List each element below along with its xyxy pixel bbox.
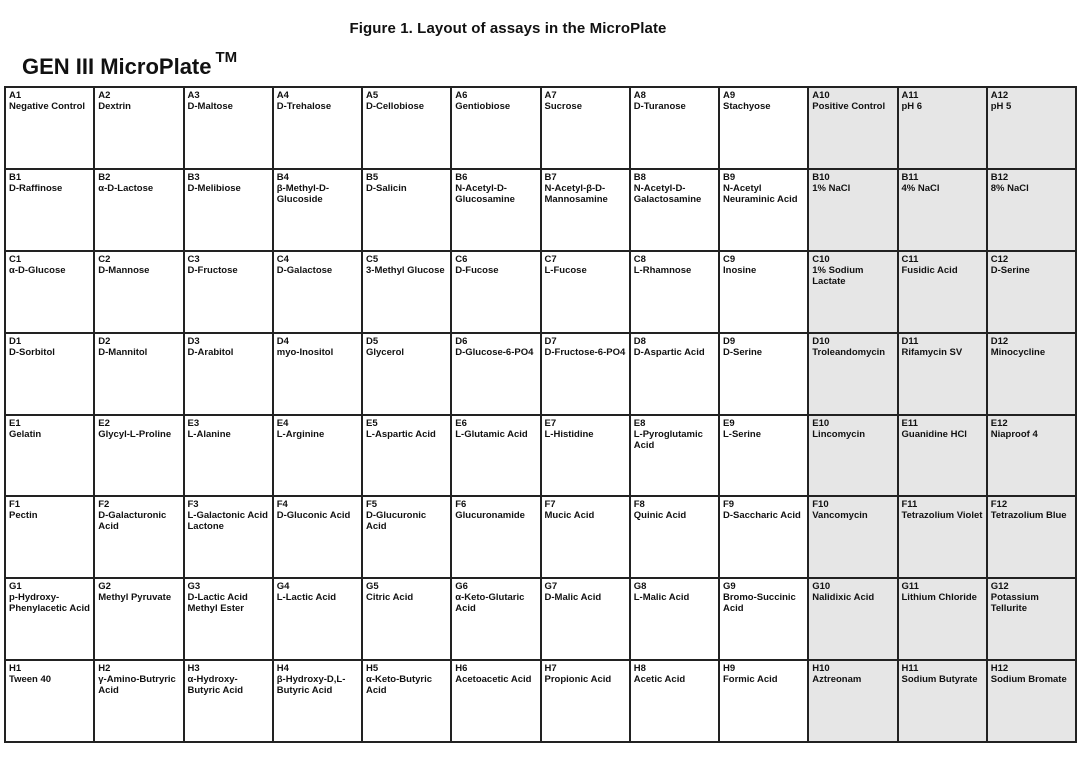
well-g10	[809, 579, 898, 661]
well-id: A11	[901, 90, 919, 101]
well-e10	[809, 416, 898, 498]
well-e6	[452, 416, 541, 498]
well-id: A10	[812, 90, 830, 101]
assay-name: Inosine	[723, 264, 757, 276]
well-id: F8	[633, 499, 645, 511]
assay-name: D-Fructose	[187, 264, 238, 276]
well-id: C3	[187, 253, 200, 265]
assay-name: Rifamycin SV	[901, 346, 963, 358]
assay-name: D-Fucose	[455, 264, 499, 276]
well-c8	[631, 252, 720, 334]
well-f11	[899, 497, 988, 579]
assay-name: Gentiobiose	[455, 101, 511, 112]
well-id: B3	[187, 171, 200, 183]
assay-name: Nalidixic Acid	[812, 592, 875, 604]
well-id: E4	[276, 417, 289, 429]
assay-name: D-Galacturonic Acid	[98, 510, 167, 533]
assay-name: Lithium Chloride	[901, 592, 977, 604]
well-c1	[6, 252, 95, 334]
well-id: B1	[9, 171, 22, 183]
well-id: A2	[98, 90, 111, 101]
well-id: F11	[901, 499, 918, 511]
well-c2	[95, 252, 184, 334]
well-id: C5	[366, 253, 379, 265]
assay-name: D-Mannitol	[98, 346, 148, 358]
assay-name: D-Lactic Acid Methyl Ester	[187, 592, 248, 615]
assay-name: Stachyose	[723, 101, 771, 112]
well-a5	[363, 88, 452, 170]
assay-name: 4% NaCl	[901, 182, 940, 194]
well-id: C9	[723, 253, 736, 265]
assay-name: L-Galactonic Acid Lactone	[187, 510, 268, 533]
well-c7	[542, 252, 631, 334]
well-e2	[95, 416, 184, 498]
assay-name: L-Pyroglutamic Acid	[633, 428, 703, 451]
assay-name: D-Galactose	[276, 264, 333, 276]
well-id: F1	[9, 499, 21, 511]
well-h9	[720, 661, 809, 743]
assay-name: Methyl Pyruvate	[98, 592, 172, 604]
well-b7	[542, 170, 631, 252]
well-h3	[185, 661, 274, 743]
well-id: E3	[187, 417, 200, 429]
well-f12	[988, 497, 1077, 579]
assay-name: Positive Control	[812, 101, 886, 112]
assay-name: Propionic Acid	[544, 674, 612, 686]
well-id: D6	[455, 335, 468, 347]
well-id: F9	[723, 499, 735, 511]
well-c12	[988, 252, 1077, 334]
assay-name: p-Hydroxy-Phenylacetic Acid	[9, 592, 90, 615]
well-f5	[363, 497, 452, 579]
assay-name: α-Hydroxy-Butyric Acid	[187, 674, 244, 697]
well-id: D12	[990, 335, 1009, 347]
assay-name: Vancomycin	[812, 510, 868, 522]
well-c10	[809, 252, 898, 334]
assay-name: pH 5	[990, 101, 1012, 112]
well-b2	[95, 170, 184, 252]
assay-name: L-Serine	[723, 428, 762, 440]
assay-name: L-Lactic Acid	[276, 592, 337, 604]
well-id: H4	[276, 663, 289, 675]
well-d10	[809, 334, 898, 416]
well-g11	[899, 579, 988, 661]
well-id: B4	[276, 171, 289, 183]
well-d7	[542, 334, 631, 416]
well-h2	[95, 661, 184, 743]
assay-name: Citric Acid	[366, 592, 414, 604]
well-id: C12	[990, 253, 1009, 265]
well-h8	[631, 661, 720, 743]
assay-name: α-Keto-Glutaric Acid	[455, 592, 525, 615]
well-id: B8	[633, 171, 646, 183]
well-e1	[6, 416, 95, 498]
assay-name: D-Melibiose	[187, 182, 241, 194]
assay-name: 1% Sodium Lactate	[812, 264, 864, 287]
assay-name: D-Malic Acid	[544, 592, 602, 604]
assay-name: Acetic Acid	[633, 674, 686, 686]
assay-name: α-Keto-Butyric Acid	[366, 674, 433, 697]
well-id: A3	[187, 90, 200, 101]
well-b11	[899, 170, 988, 252]
assay-name: L-Arginine	[276, 428, 325, 440]
well-id: D1	[9, 335, 22, 347]
well-id: B2	[98, 171, 111, 183]
assay-name: L-Histidine	[544, 428, 594, 440]
well-g12	[988, 579, 1077, 661]
assay-name: D-Maltose	[187, 101, 233, 112]
well-c11	[899, 252, 988, 334]
assay-name: D-Trehalose	[276, 101, 332, 112]
well-g9	[720, 579, 809, 661]
well-id: D4	[276, 335, 289, 347]
assay-name: Troleandomycin	[812, 346, 886, 358]
well-id: H8	[633, 663, 646, 675]
well-id: C1	[9, 253, 22, 265]
well-a2	[95, 88, 184, 170]
assay-name: Potassium Tellurite	[990, 592, 1039, 615]
assay-name: L-Aspartic Acid	[366, 428, 436, 440]
assay-name: D-Sorbitol	[9, 346, 55, 358]
well-g4	[274, 579, 363, 661]
assay-name: Tween 40	[9, 674, 52, 686]
well-e5	[363, 416, 452, 498]
assay-name: γ-Amino-Butryric Acid	[98, 674, 176, 697]
assay-name: Sucrose	[544, 101, 582, 112]
well-g5	[363, 579, 452, 661]
well-id: G2	[98, 581, 111, 593]
well-id: E9	[723, 417, 735, 429]
well-d4	[274, 334, 363, 416]
assay-name: D-Turanose	[633, 101, 686, 112]
well-c3	[185, 252, 274, 334]
well-id: H1	[9, 663, 22, 675]
well-h10	[809, 661, 898, 743]
well-id: D3	[187, 335, 200, 347]
assay-name: Lincomycin	[812, 428, 866, 440]
well-id: A6	[455, 90, 468, 101]
well-b4	[274, 170, 363, 252]
well-d8	[631, 334, 720, 416]
assay-name: L-Rhamnose	[633, 264, 692, 276]
assay-name: Glycerol	[366, 346, 405, 358]
well-id: C8	[633, 253, 646, 265]
well-id: G11	[901, 581, 919, 593]
well-id: D7	[544, 335, 557, 347]
assay-name: D-Arabitol	[187, 346, 234, 358]
plate-title-text: GEN III MicroPlate	[22, 54, 212, 79]
well-id: F4	[276, 499, 288, 511]
well-a10	[809, 88, 898, 170]
well-f8	[631, 497, 720, 579]
well-g6	[452, 579, 541, 661]
assay-name: D-Salicin	[366, 182, 407, 194]
assay-name: D-Gluconic Acid	[276, 510, 351, 522]
well-id: H9	[723, 663, 736, 675]
well-id: A12	[990, 90, 1009, 101]
well-id: E1	[9, 417, 21, 429]
well-f7	[542, 497, 631, 579]
well-b10	[809, 170, 898, 252]
well-id: G5	[366, 581, 379, 593]
well-d2	[95, 334, 184, 416]
assay-name: Aztreonam	[812, 674, 862, 686]
well-f3	[185, 497, 274, 579]
assay-name: N-Acetyl-D-Glucosamine	[455, 182, 515, 205]
assay-name: D-Serine	[723, 346, 763, 358]
well-f2	[95, 497, 184, 579]
well-id: E12	[990, 417, 1008, 429]
well-id: A7	[544, 90, 557, 101]
well-id: E10	[812, 417, 830, 429]
assay-name: Quinic Acid	[633, 510, 687, 522]
well-id: E11	[901, 417, 918, 429]
figure-caption: Figure 1. Layout of assays in the MicroPlate	[349, 20, 667, 37]
assay-name: Sodium Bromate	[990, 674, 1067, 686]
well-d11	[899, 334, 988, 416]
assay-name: Gelatin	[9, 428, 42, 440]
well-id: H7	[544, 663, 557, 675]
assay-name: Glucuronamide	[455, 510, 525, 522]
well-a8	[631, 88, 720, 170]
well-b6	[452, 170, 541, 252]
assay-name: Negative Control	[9, 101, 86, 112]
well-e12	[988, 416, 1077, 498]
assay-name: L-Alanine	[187, 428, 231, 440]
well-id: F2	[98, 499, 110, 511]
assay-name: β-Methyl-D-Glucoside	[276, 182, 329, 205]
well-e9	[720, 416, 809, 498]
well-id: E7	[544, 417, 557, 429]
well-id: B6	[455, 171, 468, 183]
assay-name: D-Serine	[990, 264, 1030, 276]
assay-name: D-Glucose-6-PO4	[455, 346, 534, 358]
well-id: D11	[901, 335, 919, 347]
well-a1	[6, 88, 95, 170]
assay-name: Acetoacetic Acid	[455, 674, 532, 686]
well-c4	[274, 252, 363, 334]
assay-name: 8% NaCl	[990, 182, 1029, 194]
well-c6	[452, 252, 541, 334]
well-a7	[542, 88, 631, 170]
well-id: D8	[633, 335, 646, 347]
well-g1	[6, 579, 95, 661]
assay-name: pH 6	[901, 101, 923, 112]
well-id: F6	[455, 499, 467, 511]
assay-name: Dextrin	[98, 101, 131, 112]
well-id: F12	[990, 499, 1008, 511]
well-id: D10	[812, 335, 830, 347]
well-id: F5	[366, 499, 378, 511]
well-id: H12	[990, 663, 1009, 675]
well-d3	[185, 334, 274, 416]
well-b1	[6, 170, 95, 252]
well-id: H6	[455, 663, 468, 675]
well-e11	[899, 416, 988, 498]
trademark-mark: TM	[215, 49, 238, 66]
well-f10	[809, 497, 898, 579]
well-b12	[988, 170, 1077, 252]
assay-name: β-Hydroxy-D,L-Butyric Acid	[276, 674, 346, 697]
well-id: G3	[187, 581, 201, 593]
well-id: A1	[9, 90, 22, 101]
well-id: H2	[98, 663, 111, 675]
well-b5	[363, 170, 452, 252]
well-id: B10	[812, 171, 830, 183]
well-h6	[452, 661, 541, 743]
well-id: F10	[812, 499, 829, 511]
well-h11	[899, 661, 988, 743]
well-id: F3	[187, 499, 199, 511]
assay-name: D-Glucuronic Acid	[366, 510, 427, 533]
well-g7	[542, 579, 631, 661]
assay-name: Sodium Butyrate	[901, 674, 978, 686]
assay-name: D-Saccharic Acid	[723, 510, 801, 522]
well-a11	[899, 88, 988, 170]
well-id: H11	[901, 663, 919, 675]
well-id: E8	[633, 417, 646, 429]
well-id: H3	[187, 663, 200, 675]
well-a9	[720, 88, 809, 170]
assay-name: Tetrazolium Violet	[901, 510, 983, 522]
well-id: A9	[723, 90, 736, 101]
well-f6	[452, 497, 541, 579]
well-g2	[95, 579, 184, 661]
assay-name: 3-Methyl Glucose	[366, 264, 445, 276]
well-c5	[363, 252, 452, 334]
well-f9	[720, 497, 809, 579]
assay-name: D-Raffinose	[9, 182, 63, 194]
well-b3	[185, 170, 274, 252]
well-id: E2	[98, 417, 110, 429]
assay-name: Bromo-Succinic Acid	[723, 592, 796, 615]
well-id: C10	[812, 253, 830, 265]
well-f4	[274, 497, 363, 579]
assay-name: L-Glutamic Acid	[455, 428, 528, 440]
well-a3	[185, 88, 274, 170]
assay-name: myo-Inositol	[276, 346, 334, 358]
well-id: A5	[366, 90, 379, 101]
well-id: G4	[276, 581, 290, 593]
well-h5	[363, 661, 452, 743]
assay-name: α-D-Lactose	[98, 182, 154, 194]
well-id: D9	[723, 335, 736, 347]
well-d9	[720, 334, 809, 416]
assay-name: Glycyl-L-Proline	[98, 428, 172, 440]
well-id: H10	[812, 663, 830, 675]
well-id: G6	[455, 581, 468, 593]
well-e8	[631, 416, 720, 498]
well-id: D5	[366, 335, 379, 347]
well-h7	[542, 661, 631, 743]
well-id: C2	[98, 253, 111, 265]
well-d6	[452, 334, 541, 416]
assay-name: Formic Acid	[723, 674, 778, 686]
well-h4	[274, 661, 363, 743]
assay-name: N-Acetyl-β-D-Mannosamine	[544, 182, 608, 205]
assay-name: Tetrazolium Blue	[990, 510, 1067, 522]
assay-name: L-Fucose	[544, 264, 587, 276]
well-id: H5	[366, 663, 379, 675]
assay-name: D-Mannose	[98, 264, 150, 276]
assay-name: Pectin	[9, 510, 38, 522]
well-id: B7	[544, 171, 557, 183]
well-id: B11	[901, 171, 919, 183]
assay-name: D-Cellobiose	[366, 101, 425, 112]
well-b9	[720, 170, 809, 252]
assay-name: 1% NaCl	[812, 182, 851, 194]
well-id: D2	[98, 335, 111, 347]
well-id: A4	[276, 90, 289, 101]
well-c9	[720, 252, 809, 334]
assay-name: Guanidine HCl	[901, 428, 967, 440]
well-a6	[452, 88, 541, 170]
assay-name: D-Fructose-6-PO4	[544, 346, 626, 358]
well-id: G9	[723, 581, 736, 593]
well-id: B9	[723, 171, 736, 183]
well-id: G7	[544, 581, 558, 593]
well-f1	[6, 497, 95, 579]
well-h12	[988, 661, 1077, 743]
well-b8	[631, 170, 720, 252]
well-e4	[274, 416, 363, 498]
well-id: B12	[990, 171, 1009, 183]
assay-name: N-Acetyl-D-Galactosamine	[633, 182, 702, 205]
well-id: G8	[633, 581, 647, 593]
assay-name: α-D-Glucose	[9, 264, 66, 276]
well-h1	[6, 661, 95, 743]
well-id: C11	[901, 253, 919, 265]
assay-name: L-Malic Acid	[633, 592, 690, 604]
well-id: C7	[544, 253, 557, 265]
assay-name: Minocycline	[990, 346, 1046, 358]
well-g8	[631, 579, 720, 661]
well-id: E6	[455, 417, 467, 429]
well-e3	[185, 416, 274, 498]
well-id: C4	[276, 253, 289, 265]
microplate-grid	[4, 86, 1077, 743]
assay-name: Niaproof 4	[990, 428, 1038, 440]
well-id: C6	[455, 253, 468, 265]
assay-name: Mucic Acid	[544, 510, 595, 522]
assay-name: N-Acetyl Neuraminic Acid	[723, 182, 798, 205]
well-id: E5	[366, 417, 378, 429]
assay-name: D-Aspartic Acid	[633, 346, 705, 358]
well-a12	[988, 88, 1077, 170]
well-d12	[988, 334, 1077, 416]
assay-name: Fusidic Acid	[901, 264, 958, 276]
well-id: F7	[544, 499, 556, 511]
well-d5	[363, 334, 452, 416]
well-g3	[185, 579, 274, 661]
well-id: G1	[9, 581, 22, 593]
well-id: B5	[366, 171, 379, 183]
well-d1	[6, 334, 95, 416]
well-e7	[542, 416, 631, 498]
plate-title	[22, 49, 238, 79]
well-id: G12	[990, 581, 1009, 593]
well-id: G10	[812, 581, 831, 593]
well-a4	[274, 88, 363, 170]
well-id: A8	[633, 90, 646, 101]
